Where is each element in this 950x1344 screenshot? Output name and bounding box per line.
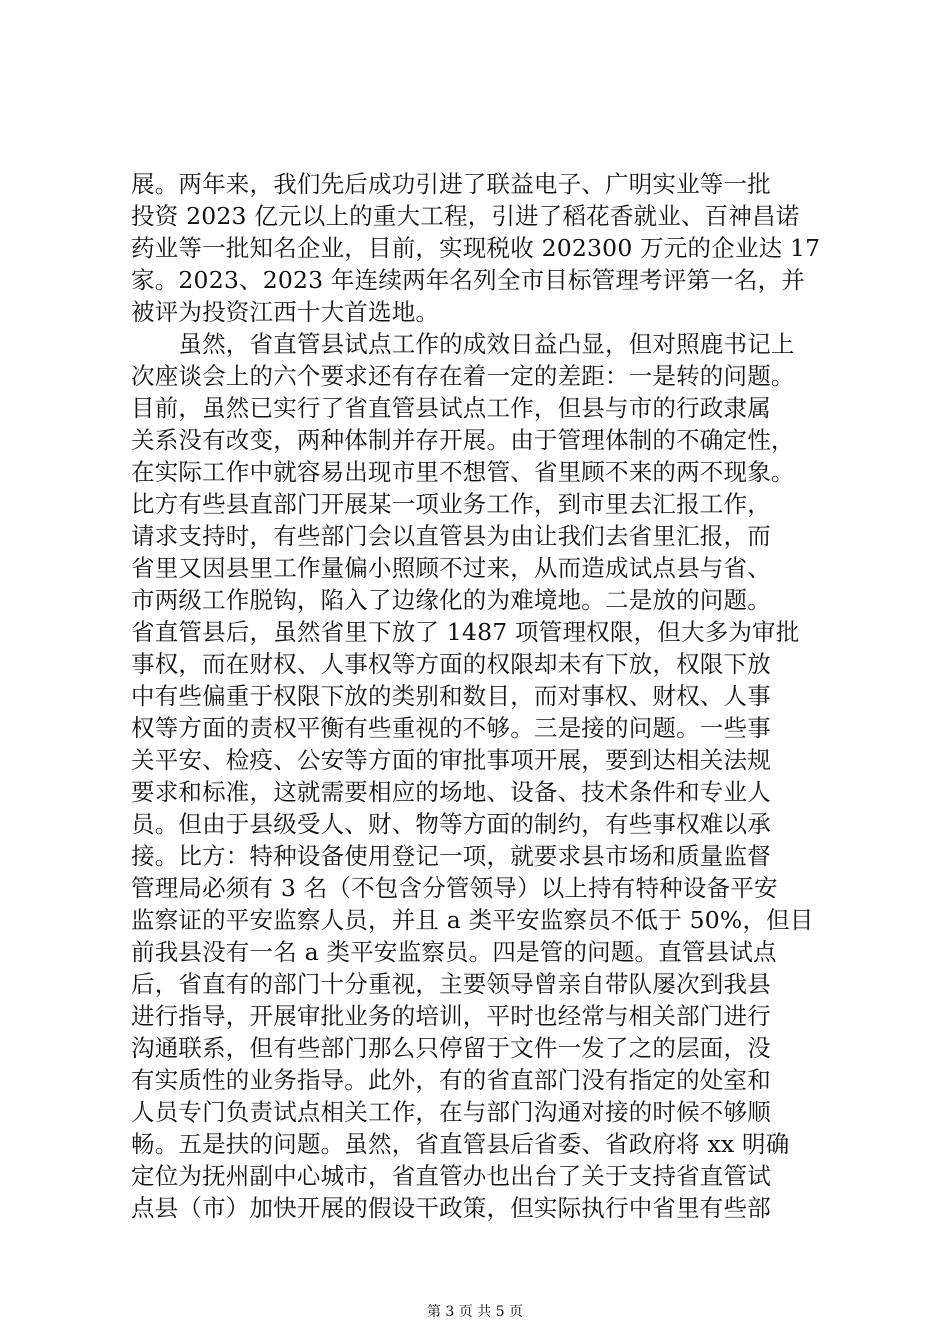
text-line: 接。比方：特种设备使用登记一项，就要求县市场和质量监督: [131, 842, 771, 870]
text-line: 中有些偏重于权限下放的类别和数目，而对事权、财权、人事: [131, 682, 771, 710]
text-line: 前我县没有一名 a 类平安监察员。四是管的问题。直管县试点: [131, 938, 777, 966]
page-footer: 第 3 页 共 5 页: [426, 1304, 524, 1320]
text-line: 沟通联系，但有些部门那么只停留于文件一发了之的层面，没: [131, 1034, 771, 1062]
text-line: 监察证的平安监察人员，并且 a 类平安监察员不低于 50%，但目: [131, 906, 814, 934]
text-line: 省直管县后，虽然省里下放了 1487 项管理权限，但大多为审批: [131, 618, 800, 646]
text-line: 请求支持时，有些部门会以直管县为由让我们去省里汇报，而: [131, 522, 771, 550]
text-line: 有实质性的业务指导。此外，有的省直部门没有指定的处室和: [131, 1066, 771, 1094]
text-line: 目前，虽然已实行了省直管县试点工作，但县与市的行政隶属: [131, 394, 771, 422]
text-line: 点县（市）加快开展的假设干政策，但实际执行中省里有些部: [131, 1194, 771, 1222]
text-line: 畅。五是扶的问题。虽然，省直管县后省委、省政府将 xx 明确: [131, 1130, 790, 1158]
text-line: 药业等一批知名企业，目前，实现税收 202300 万元的企业达 17: [131, 234, 821, 262]
text-line: 虽然，省直管县试点工作的成效日益凸显，但对照鹿书记上: [131, 330, 795, 358]
text-line: 省里又因县里工作量偏小照顾不过来，从而造成试点县与省、: [131, 554, 771, 582]
text-line: 进行指导，开展审批业务的培训，平时也经常与相关部门进行: [131, 1002, 771, 1030]
text-line: 比方有些县直部门开展某一项业务工作，到市里去汇报工作，: [131, 490, 771, 518]
body-text: [131, 168, 831, 1224]
text-line: 被评为投资江西十大首选地。: [131, 298, 440, 326]
text-line: 人员专门负责试点相关工作，在与部门沟通对接的时候不够顺: [131, 1098, 771, 1126]
text-line: 管理局必须有 3 名（不包含分管领导）以上持有特种设备平安: [131, 874, 778, 902]
text-line: 关系没有改变，两种体制并存开展。由于管理体制的不确定性，: [131, 426, 795, 454]
text-line: 权等方面的责权平衡有些重视的不够。三是接的问题。一些事: [131, 714, 771, 742]
text-line: 员。但由于县级受人、财、物等方面的制约，有些事权难以承: [131, 810, 771, 838]
text-line: 定位为抚州副中心城市，省直管办也出台了关于支持省直管试: [131, 1162, 771, 1190]
text-line: 后，省直有的部门十分重视，主要领导曾亲自带队屡次到我县: [131, 970, 771, 998]
text-line: 事权，而在财权、人事权等方面的权限却未有下放，权限下放: [131, 650, 771, 678]
text-line: 在实际工作中就容易出现市里不想管、省里顾不来的两不现象。: [131, 458, 795, 486]
text-line: 市两级工作脱钩，陷入了边缘化的为难境地。二是放的问题。: [131, 586, 771, 614]
text-line: 家。2023、2023 年连续两年名列全市目标管理考评第一名，并: [131, 266, 805, 294]
text-line: 次座谈会上的六个要求还有存在着一定的差距：一是转的问题。: [131, 362, 795, 390]
text-line: 展。两年来，我们先后成功引进了联益电子、广明实业等一批: [131, 170, 771, 198]
text-line: 投资 2023 亿元以上的重大工程，引进了稻花香就业、百神昌诺: [131, 202, 800, 230]
text-line: 关平安、检疫、公安等方面的审批事项开展，要到达相关法规: [131, 746, 771, 774]
text-line: 要求和标准，这就需要相应的场地、设备、技术条件和专业人: [131, 778, 771, 806]
